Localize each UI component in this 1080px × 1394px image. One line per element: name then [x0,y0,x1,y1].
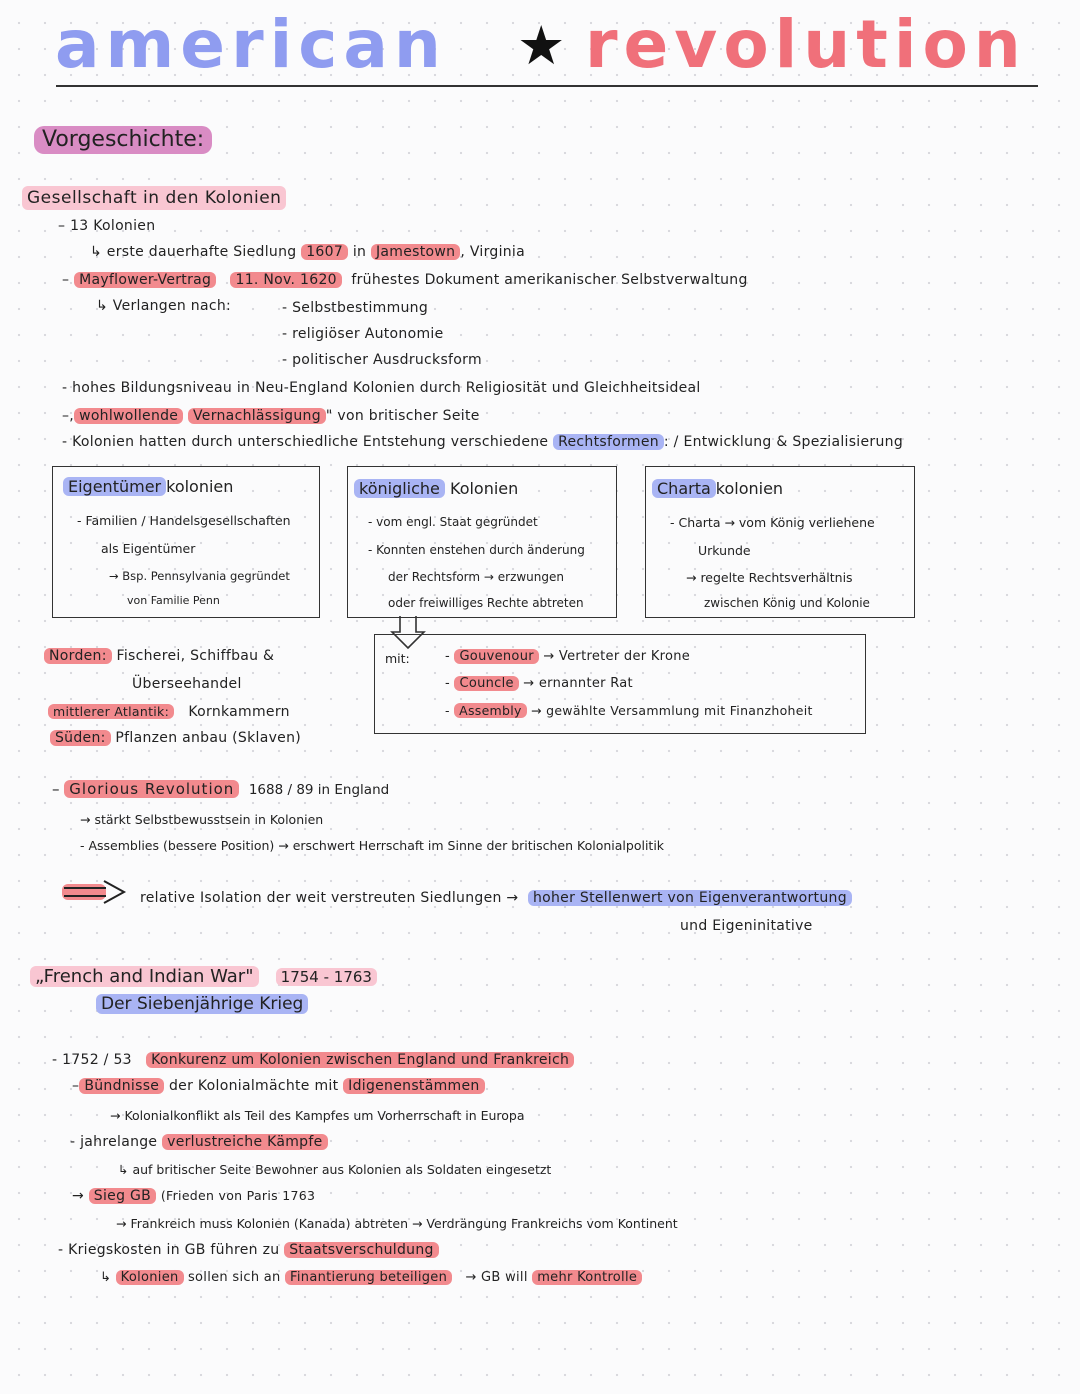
region-norden: Norden: Fischerei, Schiffbau & [44,648,274,664]
line-siedlung: ↳ erste dauerhafte Siedlung 1607 in Jamestown , Virginia [90,244,525,260]
region-mitte: mittlerer Atlantik: Kornkammern [48,704,290,720]
glorious-l3: relative Isolation der weit verstreuten Siedlungen → hoher Stellenwert von Eigenverantwortung [140,890,852,906]
glorious-l2: - Assemblies (bessere Position) → erschwert Herrschaft im Sinne der britischen Kolonialpolitik [80,838,665,853]
war-heading: „French and Indian War" 1754 - 1763 [30,966,377,987]
glorious-l4: und Eigeninitative [680,918,813,934]
jamestown: Jamestown [371,244,460,260]
region-sueden: Süden: Pflanzen anbau (Sklaven) [50,730,301,746]
line-rechtsformen: - Kolonien hatten durch unterschiedliche Entstehung verschiedene Rechtsformen : / Entwicklung & Spezialisierung [62,434,904,450]
glorious-l1: → stärkt Selbstbewusstsein in Kolonien [80,812,324,827]
year-1607: 1607 [301,244,348,260]
war-l9: ↳ Kolonien sollen sich an Finantierung beteiligen → GB will mehr Kontrolle [100,1270,642,1285]
line-politischer: - politischer Ausdrucksform [282,352,482,368]
star-icon: ★ [517,14,566,77]
war-l8: - Kriegskosten in GB führen zu Staatsverschuldung [58,1242,439,1258]
war-l3: → Kolonialkonflikt als Teil des Kampfes um Vorherrschaft in Europa [110,1108,525,1123]
title-left: american [55,6,447,83]
double-arrow-icon [60,878,128,906]
line-religioeser: - religiöser Autonomie [282,326,444,342]
section-heading: Vorgeschichte: [34,126,212,154]
region-norden-2: Überseehandel [132,676,242,692]
war-subheading: Der Siebenjährige Krieg [96,994,308,1014]
war-l1: - 1752 / 53 Konkurenz um Kolonien zwischen England und Frankreich [52,1052,574,1068]
page-title [55,6,1035,86]
line-13-kolonien: – 13 Kolonien [58,218,156,234]
box-eigentuemer: Eigentümer kolonien - Familien / Handelsgesellschaften als Eigentümer → Bsp. Pennsylvania gegründet von Familie Penn [52,466,320,618]
war-l2: – Bündnisse der Kolonialmächte mit Idigenenstämmen [72,1078,485,1094]
subheading-gesellschaft: Gesellschaft in den Kolonien [22,186,286,210]
war-l4: - jahrelange verlustreiche Kämpfe [70,1134,328,1150]
box-koenigliche: königliche Kolonien - vom engl. Staat gegründet - Konnten enstehen durch änderung der Rechtsform → erzwungen oder freiwilliges Rechte abtreten [347,466,617,618]
title-underline [56,85,1038,87]
line-vernachlaessigung: –, wohlwollende Vernachlässigung " von britischer Seite [62,408,480,424]
war-l7: → Frankreich muss Kolonien (Kanada) abtreten → Verdrängung Frankreichs vom Kontinent [116,1216,678,1231]
line-selbstbestimmung: - Selbstbestimmung [282,300,429,316]
line-verlangen: ↳ Verlangen nach: [96,298,232,314]
title-right: revolution [585,6,1027,83]
box-charta: Charta kolonien - Charta → vom König verliehene Urkunde → regelte Rechtsverhältnis zwischen König und Kolonie [645,466,915,618]
war-l6: → Sieg GB (Frieden von Paris 1763 [72,1188,316,1204]
line-bildungsniveau: - hohes Bildungsniveau in Neu-England Kolonien durch Religiosität und Gleichheitsideal [62,380,701,396]
box-mit: mit: - Gouvenour → Vertreter der Krone - Councle → ernannter Rat - Assembly → gewählte Versammlung mit Finanzhoheit [374,634,866,734]
glorious-heading: – Glorious Revolution 1688 / 89 in England [52,780,390,798]
war-l5: ↳ auf britischer Seite Bewohner aus Kolonien als Soldaten eingesetzt [118,1162,552,1177]
line-mayflower: – Mayflower-Vertrag 11. Nov. 1620 frühestes Dokument amerikanischer Selbstverwaltung [62,272,748,288]
